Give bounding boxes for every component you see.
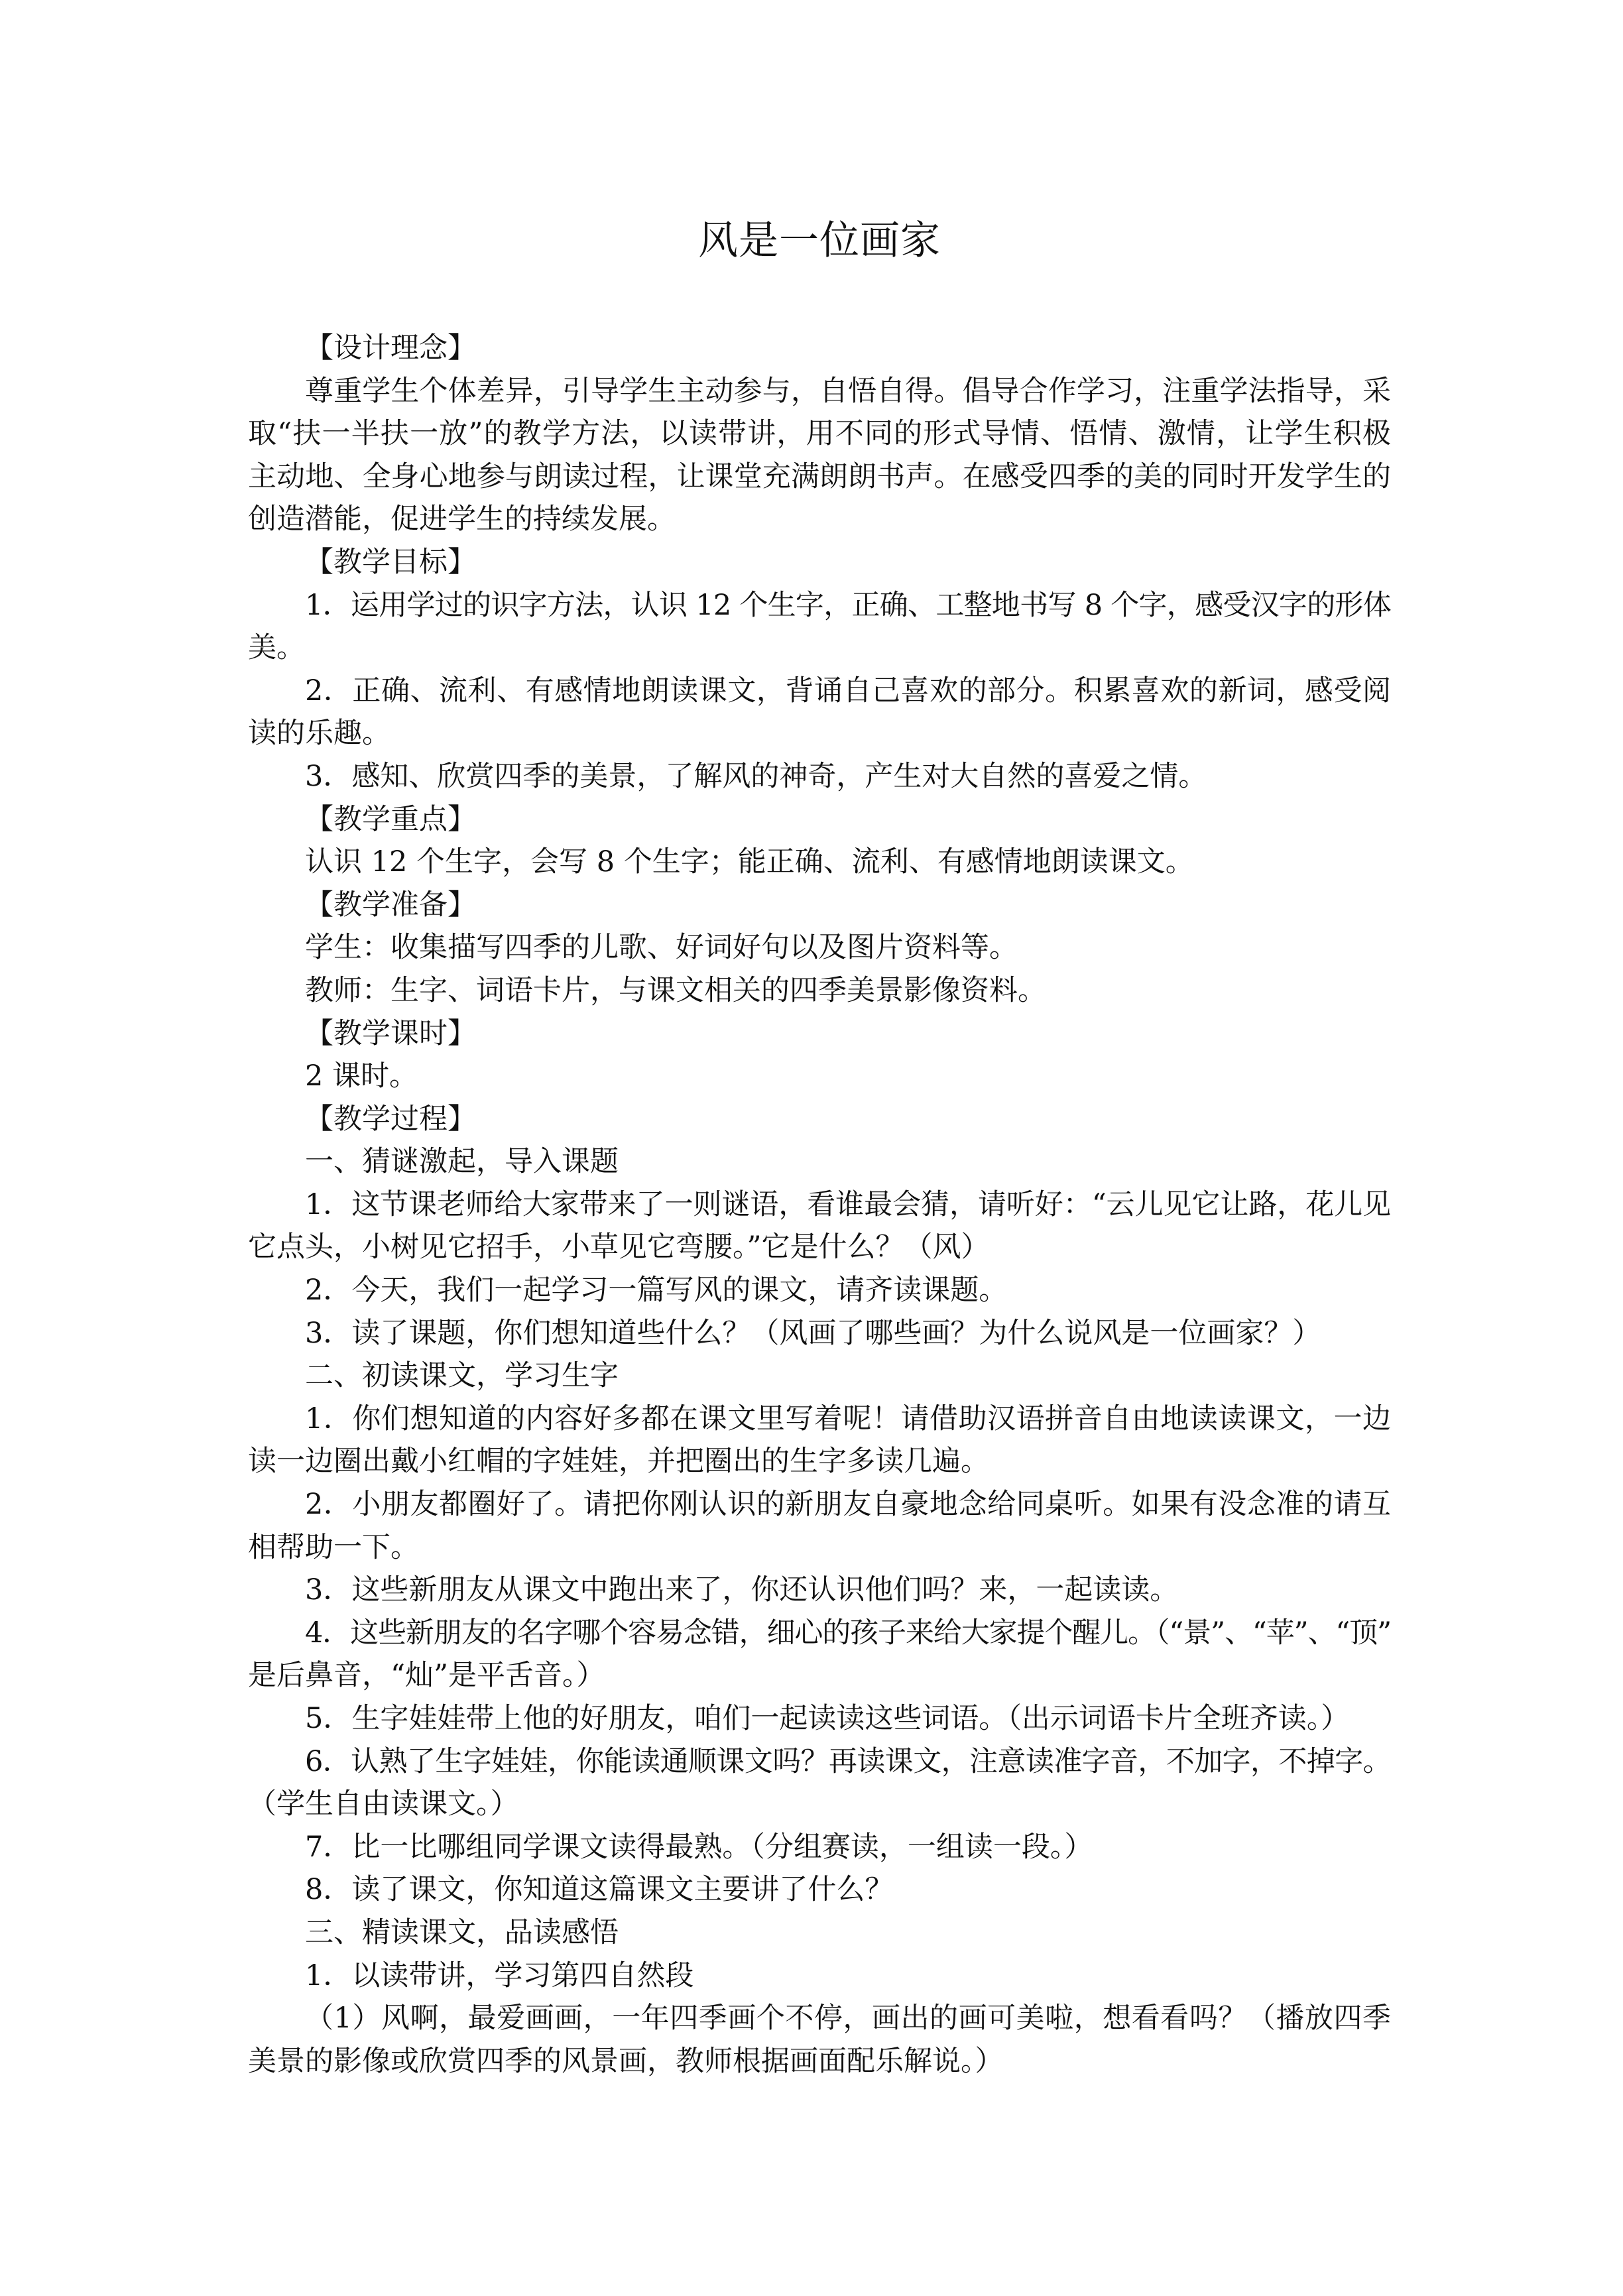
text-line: 【教学重点】 [305, 802, 476, 836]
step-item [248, 1740, 1391, 1826]
text-line: 1．这节课老师给大家带来了一则谜语，看谁最会猜，请听好：“云儿见它让路，花儿见 [305, 1187, 1391, 1221]
step-item [248, 1312, 1391, 1355]
step-item [248, 1398, 1391, 1483]
text-line: 6．认熟了生字娃娃，你能读通顺课文吗？再读课文，注意读准字音，不加字，不掉字。 [305, 1744, 1391, 1778]
text-line: 是后鼻音，“灿”是平舌音。） [248, 1659, 605, 1693]
step-item [248, 1697, 1391, 1740]
text-line: 2 课时。 [305, 1059, 418, 1093]
paragraph-design-concept [248, 370, 1391, 541]
text-line: （学生自由读课文。） [248, 1787, 519, 1821]
text-line: 7．比一比哪组同学课文读得最熟。（分组赛读，一组读一段。） [305, 1830, 1093, 1864]
objective-item [248, 584, 1391, 670]
text-line: 【教学课时】 [305, 1016, 476, 1050]
text-line: 取“扶一半扶一放”的教学方法，以读带讲，用不同的形式导情、悟情、激情，让学生积极 [248, 417, 1391, 451]
text-line: 【教学准备】 [305, 888, 476, 922]
text-line: 2．今天，我们一起学习一篇写风的课文，请齐读课题。 [305, 1274, 1008, 1307]
step-item [248, 1612, 1391, 1697]
text-line: 1．以读带讲，学习第四自然段 [305, 1959, 694, 1992]
paragraph-class-hours [248, 1055, 1391, 1098]
text-line: 美。 [248, 631, 305, 665]
text-line: 2．小朋友都圈好了。请把你刚认识的新朋友自豪地念给同桌听。如果有没念准的请互 [305, 1488, 1391, 1522]
step-item [248, 1569, 1391, 1612]
text-line: 创造潜能，促进学生的持续发展。 [248, 503, 676, 536]
text-line: 主动地、全身心地参与朗读过程，让课堂充满朗朗书声。在感受四季的美的同时开发学生的 [248, 459, 1391, 493]
text-line: 读的乐趣。 [248, 717, 391, 751]
text-line: 3．这些新朋友从课文中跑出来了，你还认识他们吗？来，一起读读。 [305, 1573, 1179, 1607]
text-line: 认识 12 个生字，会写 8 个生字；能正确、流利、有感情地朗读课文。 [305, 845, 1194, 879]
text-line: 1．你们想知道的内容好多都在课文里写着呢！请借助汉语拼音自由地读读课文，一边 [305, 1402, 1391, 1435]
step-heading-first-reading [248, 1355, 1391, 1398]
text-line: 教师：生字、词语卡片，与课文相关的四季美景影像资料。 [305, 973, 1046, 1007]
text-line: 美景的影像或欣赏四季的风景画，教师根据画面配乐解说。） [248, 2044, 1004, 2078]
step-item [248, 1183, 1391, 1269]
text-line: 【教学目标】 [305, 545, 476, 579]
text-line: 8．读了课文，你知道这篇课文主要讲了什么？ [305, 1873, 894, 1907]
paragraph-teaching-focus [248, 841, 1391, 884]
preparation-item-teacher [248, 969, 1391, 1012]
text-line: 1．运用学过的识字方法，认识 12 个生字，正确、工整地书写 8 个字，感受汉字的形体 [305, 588, 1391, 622]
text-line: 一、猜谜激起，导入课题 [305, 1145, 619, 1179]
step-heading-intensive-reading [248, 1911, 1391, 1955]
section-heading-class-hours [248, 1012, 1391, 1056]
objective-item [248, 755, 1391, 798]
section-heading-teaching-objectives [248, 541, 1391, 584]
text-line: 3．读了课题，你们想知道些什么？（风画了哪些画？为什么说风是一位画家？） [305, 1316, 1321, 1350]
text-line: 三、精读课文，品读感悟 [305, 1915, 619, 1949]
text-line: 【教学过程】 [305, 1102, 476, 1136]
step-item [248, 1483, 1391, 1569]
step-item [248, 1868, 1391, 1911]
objective-item [248, 670, 1391, 755]
sub-step-heading [248, 1955, 1391, 1998]
document-title: 风是一位画家 [698, 217, 941, 264]
text-line: 学生：收集描写四季的儿歌、好词好句以及图片资料等。 [305, 931, 1018, 965]
text-line: （1）风啊，最爱画画，一年四季画个不停，画出的画可美啦，想看看吗？（播放四季 [305, 2002, 1391, 2035]
text-line: 3．感知、欣赏四季的美景，了解风的神奇，产生对大自然的喜爱之情。 [305, 759, 1207, 793]
text-line: 4．这些新朋友的名字哪个容易念错，细心的孩子来给大家提个醒儿。（“景”、“苹”、“顶” [305, 1616, 1391, 1650]
text-line: 它点头，小树见它招手，小草见它弯腰。”它是什么？（风） [248, 1231, 990, 1264]
step-heading-riddle-introduction [248, 1140, 1391, 1183]
text-line: 尊重学生个体差异，引导学生主动参与，自悟自得。倡导合作学习，注重学法指导，采 [305, 374, 1391, 408]
text-line: 读一边圈出戴小红帽的字娃娃，并把圈出的生字多读几遍。 [248, 1445, 989, 1479]
text-line: 二、初读课文，学习生字 [305, 1359, 619, 1393]
text-line: 2．正确、流利、有感情地朗读课文，背诵自己喜欢的部分。积累喜欢的新词，感受阅 [305, 674, 1391, 707]
section-heading-teaching-process [248, 1098, 1391, 1141]
text-line: 相帮助一下。 [248, 1530, 419, 1564]
step-item [248, 1997, 1391, 2083]
text-line: 5．生字娃娃带上他的好朋友，咱们一起读读这些词语。（出示词语卡片全班齐读。） [305, 1702, 1350, 1735]
section-heading-teaching-focus [248, 798, 1391, 841]
document-body [248, 327, 1391, 2083]
step-item [248, 1826, 1391, 1869]
text-line: 【设计理念】 [305, 332, 476, 365]
section-heading-teaching-preparation [248, 884, 1391, 927]
preparation-item-students [248, 926, 1391, 969]
section-heading-design-concept [248, 327, 1391, 370]
step-item [248, 1269, 1391, 1312]
